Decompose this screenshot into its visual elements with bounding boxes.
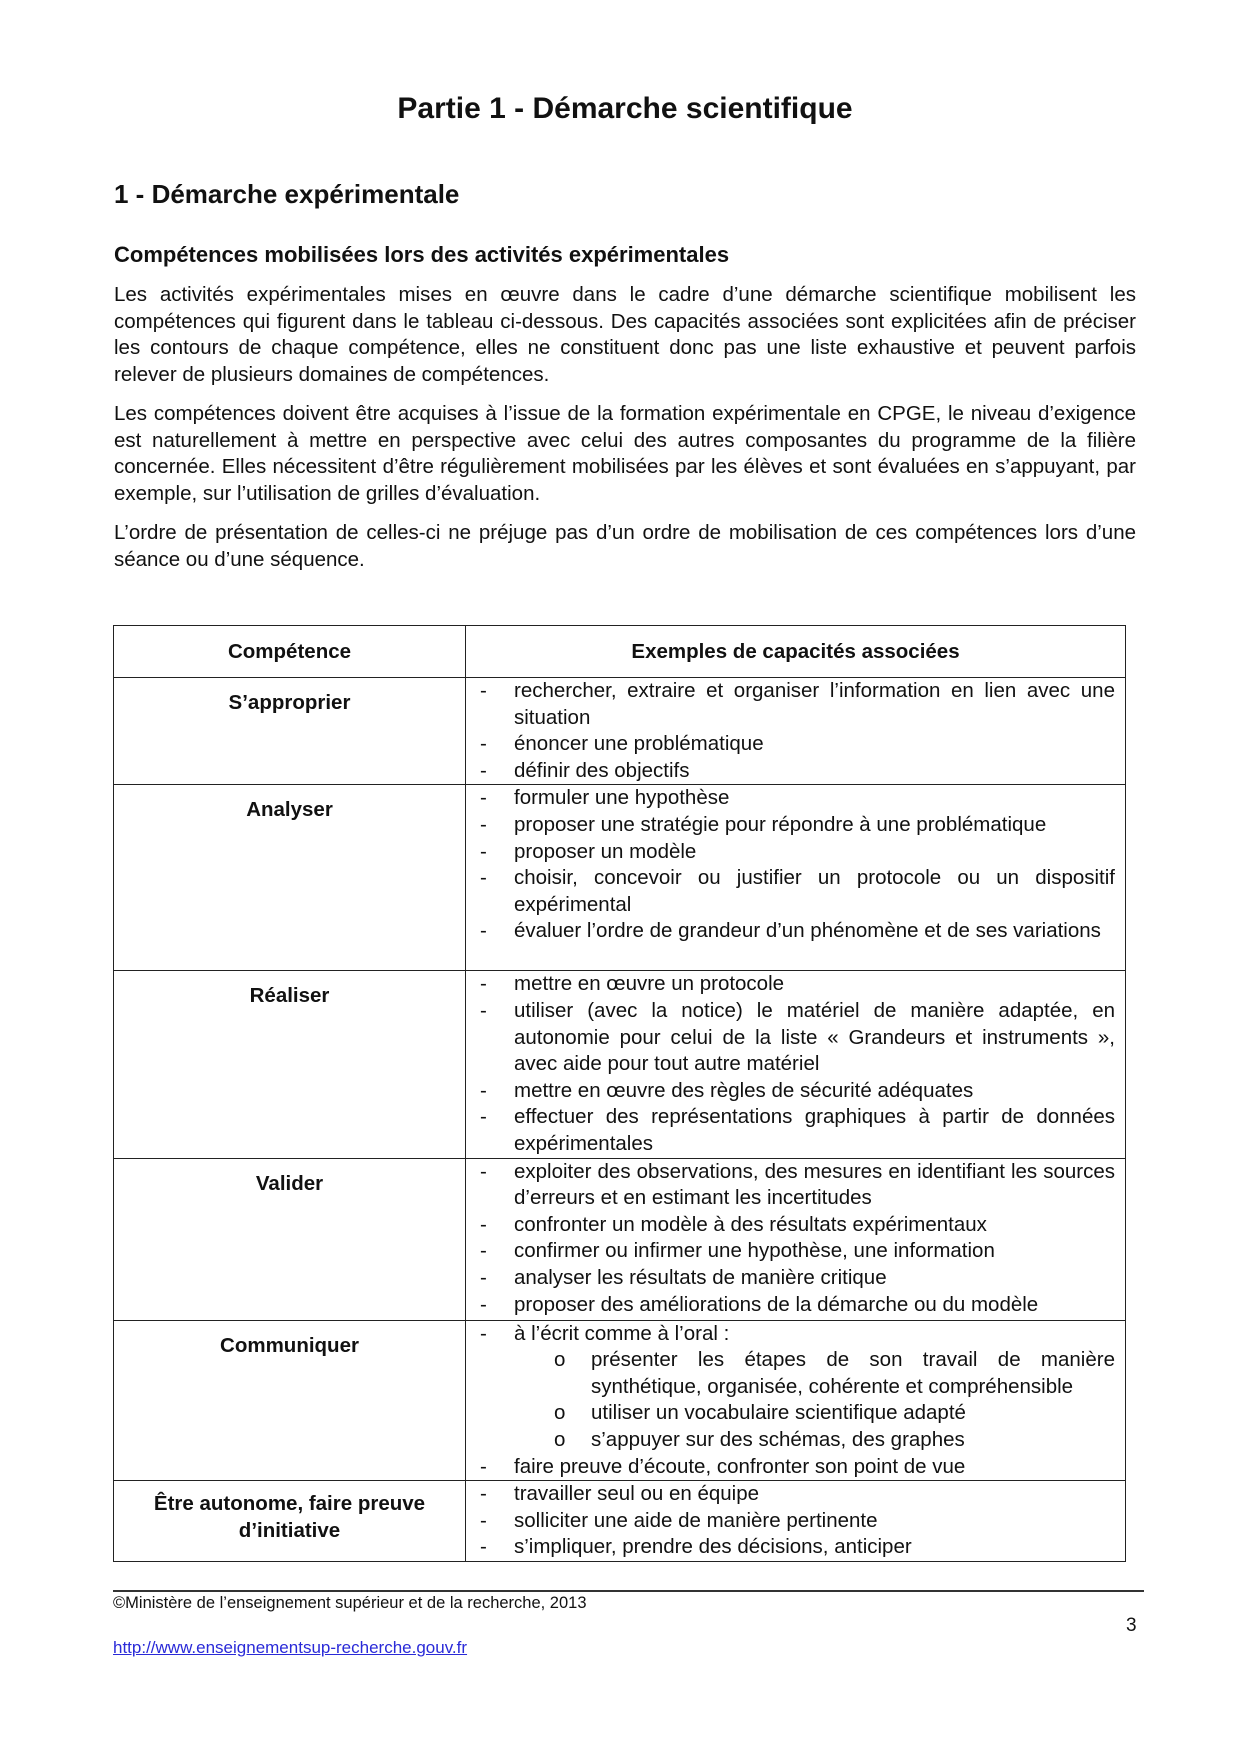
list-item (466, 1454, 1115, 1481)
dash-bullet-icon: - (480, 786, 487, 810)
dash-bullet-icon: - (480, 732, 487, 756)
dash-bullet-icon: - (480, 1321, 487, 1345)
circle-bullet-icon: o (554, 1427, 566, 1451)
page-title: Partie 1 - Démarche scientifique (397, 92, 853, 125)
circle-bullet-icon: o (554, 1401, 566, 1425)
item-text: évaluer l’ordre de grandeur d’un phénomène et de ses variations (514, 919, 1101, 943)
dash-bullet-icon: - (480, 758, 487, 782)
item-text: confronter un modèle à des résultats expérimentaux (514, 1212, 987, 1236)
page-number: 3 (1126, 1615, 1137, 1636)
list-item (466, 971, 1115, 998)
item-text: proposer un modèle (514, 839, 697, 863)
list-item (466, 1534, 1115, 1561)
dash-bullet-icon: - (480, 998, 487, 1022)
item-text: analyser les résultats de manière critique (514, 1265, 887, 1289)
dash-bullet-icon: - (480, 1239, 487, 1263)
list-item (466, 1238, 1115, 1265)
dash-bullet-icon: - (480, 1508, 487, 1532)
sub-item-text: présenter les étapes de son travail de manière synthétique, organisée, cohérente et compréhensible (591, 1348, 1115, 1398)
list-item (466, 1078, 1115, 1105)
item-text: à l’écrit comme à l’oral : (514, 1321, 730, 1345)
sub-item-text: s’appuyer sur des schémas, des graphes (591, 1427, 965, 1451)
list-item (466, 731, 1115, 758)
capacites-cell (466, 1481, 1126, 1562)
section-heading: 1 - Démarche expérimentale (114, 179, 460, 209)
header-capacites: Exemples de capacités associées (466, 626, 1126, 678)
sub-item-text: utiliser un vocabulaire scientifique adapté (591, 1401, 966, 1425)
dash-bullet-icon: - (480, 866, 487, 890)
dash-bullet-icon: - (480, 1265, 487, 1289)
list-item (466, 812, 1115, 839)
dash-bullet-icon: - (480, 919, 487, 943)
item-text: solliciter une aide de manière pertinente (514, 1508, 878, 1532)
item-text: effectuer des représentations graphiques à partir de données expérimentales (514, 1105, 1115, 1155)
capacites-cell (466, 678, 1126, 785)
competence-cell: Communiquer (114, 1320, 466, 1481)
footer-link[interactable]: http://www.enseignementsup-recherche.gouv.fr (113, 1638, 468, 1657)
list-item (466, 785, 1115, 812)
list-item (466, 1265, 1115, 1292)
capacites-cell (466, 1320, 1126, 1481)
dash-bullet-icon: - (480, 1105, 487, 1129)
dash-bullet-icon: - (480, 1212, 487, 1236)
footer-divider (113, 1590, 1144, 1592)
paragraph-requirements: Les compétences doivent être acquises à l’issue de la formation expérimentale en CPGE, le niveau d’exigence est naturellement à mettre en perspective avec celui des autres composantes du programme de la filière concernée. Elles nécessitent d’être régulièrement mobilisées par les élèves et sont évaluées en s’appuyant, par exemple, sur l’utilisation de grilles d’évaluation. (114, 402, 1136, 505)
sub-list-item (466, 1347, 1115, 1400)
list-item (466, 918, 1115, 945)
dash-bullet-icon: - (480, 812, 487, 836)
competence-cell: Analyser (114, 785, 466, 971)
competences-table (113, 625, 1126, 1562)
item-text: faire preuve d’écoute, confronter son point de vue (514, 1454, 966, 1478)
competence-cell: Réaliser (114, 971, 466, 1158)
list-item (466, 1212, 1115, 1239)
paragraph-intro: Les activités expérimentales mises en œuvre dans le cadre d’une démarche scientifique mobilisent les compétences qui figurent dans le tableau ci-dessous. Des capacités associées sont explicitées afin de préciser les contours de chaque compétence, elles ne constituent donc pas une liste exhaustive et peuvent parfois relever de plusieurs domaines de compétences. (114, 283, 1136, 386)
competence-cell: Valider (114, 1158, 466, 1320)
item-text: exploiter des observations, des mesures en identifiant les sources d’erreurs et en estimant les incertitudes (514, 1159, 1115, 1210)
list-item (466, 1104, 1115, 1157)
item-text: s’impliquer, prendre des décisions, anticiper (514, 1535, 912, 1559)
item-text: formuler une hypothèse (514, 786, 730, 810)
item-text: utiliser (avec la notice) le matériel de manière adaptée, en autonomie pour celui de la liste « Grandeurs et instruments », avec aide pour tout autre matériel (514, 998, 1115, 1076)
list-item (466, 1292, 1115, 1319)
dash-bullet-icon: - (480, 1078, 487, 1102)
table-row (114, 1481, 1126, 1562)
competence-cell: S’approprier (114, 678, 466, 785)
item-text: mettre en œuvre un protocole (514, 972, 785, 996)
table-row (114, 971, 1126, 1158)
paragraph-order: L’ordre de présentation de celles-ci ne préjuge pas d’un ordre de mobilisation de ces compétences lors d’une séance ou d’une séquence. (114, 521, 1136, 571)
dash-bullet-icon: - (480, 1535, 487, 1559)
footer-copyright: ©Ministère de l’enseignement supérieur et de la recherche, 2013 (113, 1594, 587, 1612)
item-text: confirmer ou infirmer une hypothèse, une information (514, 1239, 995, 1263)
sub-list-item (466, 1427, 1115, 1454)
list-item (466, 678, 1115, 731)
dash-bullet-icon: - (480, 972, 487, 996)
item-text: choisir, concevoir ou justifier un protocole ou un dispositif expérimental (514, 866, 1115, 916)
list-item (466, 1481, 1115, 1508)
item-text: proposer une stratégie pour répondre à une problématique (514, 812, 1047, 836)
circle-bullet-icon: o (554, 1348, 566, 1372)
list-item (466, 1321, 1115, 1348)
item-text: rechercher, extraire et organiser l’information en lien avec une situation (514, 679, 1115, 729)
item-text: définir des objectifs (514, 758, 690, 782)
list-item (466, 839, 1115, 866)
dash-bullet-icon: - (480, 1292, 487, 1316)
capacites-cell (466, 971, 1126, 1158)
dash-bullet-icon: - (480, 1482, 487, 1506)
capacites-cell (466, 785, 1126, 971)
dash-bullet-icon: - (480, 679, 487, 702)
item-text: proposer des améliorations de la démarche ou du modèle (514, 1292, 1039, 1316)
item-text: travailler seul ou en équipe (514, 1482, 760, 1506)
table-row (114, 678, 1126, 785)
header-competence: Compétence (114, 626, 466, 678)
item-text: énoncer une problématique (514, 732, 764, 756)
dash-bullet-icon: - (480, 839, 487, 863)
table-row (114, 1320, 1126, 1481)
dash-bullet-icon: - (480, 1454, 487, 1478)
sub-list-item (466, 1400, 1115, 1427)
subsection-heading: Compétences mobilisées lors des activités expérimentales (114, 242, 730, 267)
item-text: mettre en œuvre des règles de sécurité adéquates (514, 1078, 974, 1102)
list-item (466, 1159, 1115, 1212)
capacites-cell (466, 1158, 1126, 1320)
competence-cell: Être autonome, faire preuve d’initiative (114, 1481, 466, 1562)
list-item (466, 1508, 1115, 1535)
table-row (114, 785, 1126, 971)
dash-bullet-icon: - (480, 1159, 487, 1183)
list-item (466, 998, 1115, 1078)
table-header-row (114, 626, 1126, 678)
list-item (466, 865, 1115, 918)
table-row (114, 1158, 1126, 1320)
list-item (466, 758, 1115, 785)
